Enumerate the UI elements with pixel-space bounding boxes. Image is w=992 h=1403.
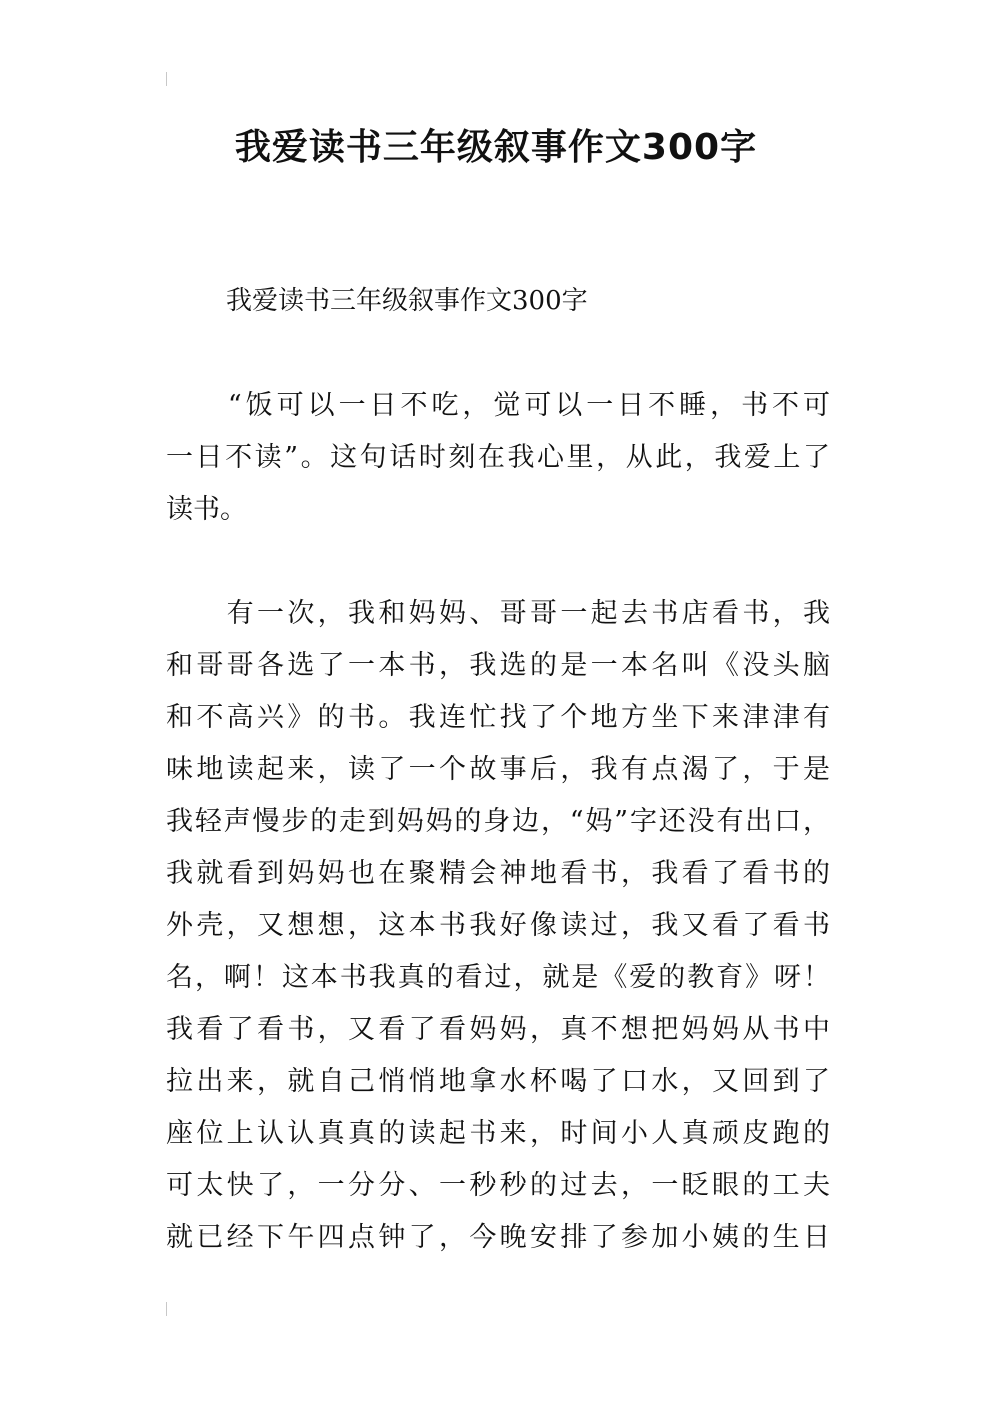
paragraph-line: 有一次，我和妈妈、哥哥一起去书店看书，我 <box>166 598 830 629</box>
paragraph-line: 可太快了，一分分、一秒秒的过去，一眨眼的工夫 <box>166 1170 830 1201</box>
document-subtitle: 我爱读书三年级叙事作文300字 <box>226 286 588 316</box>
paragraph-line: 我轻声慢步的走到妈妈的身边，“妈”字还没有出口， <box>166 806 830 837</box>
paragraph-line: 和不高兴》的书。我连忙找了个地方坐下来津津有 <box>166 702 830 733</box>
paragraph-line: 我看了看书，又看了看妈妈，真不想把妈妈从书中 <box>166 1014 830 1045</box>
paragraph-line: 味地读起来，读了一个故事后，我有点渴了，于是 <box>166 754 830 785</box>
paragraph-2 <box>166 588 830 1264</box>
paragraph-line: 我就看到妈妈也在聚精会神地看书，我看了看书的 <box>166 858 830 889</box>
paragraph-line: 读书。 <box>166 494 247 525</box>
paragraph-line: 外壳，又想想，这本书我好像读过，我又看了看书 <box>166 910 830 941</box>
document-title: 我爱读书三年级叙事作文300字 <box>234 127 758 168</box>
paragraph-line: “饭可以一日不吃，觉可以一日不睡，书不可 <box>166 390 830 421</box>
paragraph-line: 就已经下午四点钟了，今晚安排了参加小姨的生日 <box>166 1222 830 1253</box>
paragraph-line: 拉出来，就自己悄悄地拿水杯喝了口水，又回到了 <box>166 1066 830 1097</box>
paragraph-1 <box>166 380 830 536</box>
paragraph-line: 一日不读”。这句话时刻在我心里，从此，我爱上了 <box>166 442 830 473</box>
page-corner-mark-top <box>166 72 167 86</box>
paragraph-line: 和哥哥各选了一本书，我选的是一本名叫《没头脑 <box>166 650 830 681</box>
paragraph-line: 名，啊！这本书我真的看过，就是《爱的教育》呀！ <box>166 962 830 993</box>
paragraph-line: 座位上认认真真的读起书来，时间小人真顽皮跑的 <box>166 1118 830 1149</box>
page-corner-mark-bottom <box>166 1302 167 1316</box>
